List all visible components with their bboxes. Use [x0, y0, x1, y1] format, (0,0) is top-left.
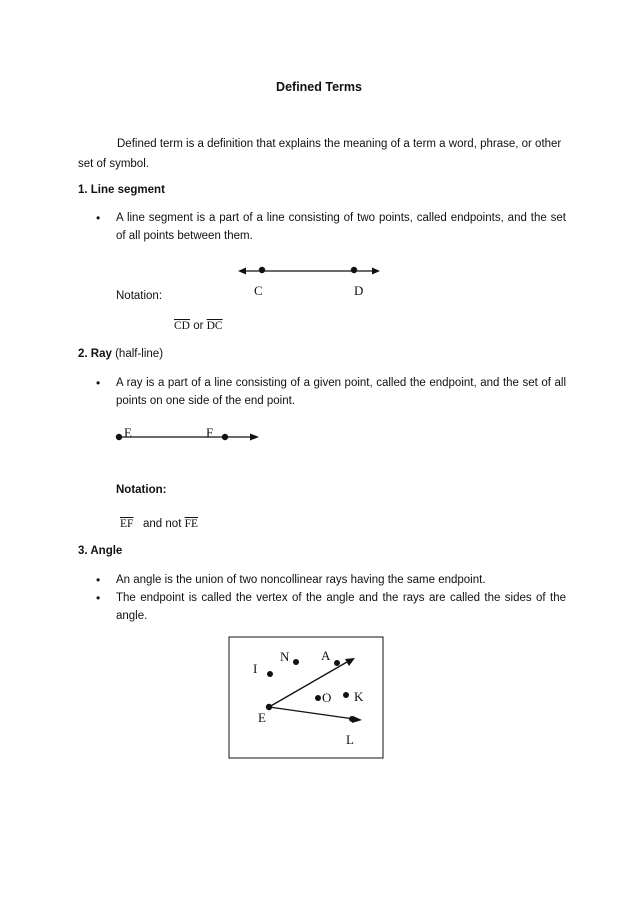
- point-a: [334, 660, 340, 666]
- label-n: N: [280, 649, 290, 664]
- notation-fe: $\overline{FE}$: [184, 518, 199, 530]
- ray-heading-text: 2. Ray: [78, 348, 112, 360]
- label-e-vertex: E: [258, 710, 266, 725]
- notation-dc: $\overline{DC}$: [206, 320, 223, 332]
- notation-cd: $\overline{CD}$: [174, 320, 190, 332]
- point-l: [349, 716, 355, 722]
- bullet-text: An angle is the union of two noncollinear rays having the same endpoint.: [116, 574, 486, 586]
- page-title: Defined Terms: [276, 80, 362, 94]
- bullet-dot: •: [96, 591, 101, 605]
- label-l: L: [346, 732, 354, 747]
- point-o: [315, 695, 321, 701]
- section-heading-line-segment: 1. Line segment: [78, 184, 165, 196]
- notation-connector: and not: [143, 518, 182, 530]
- point-k: [343, 692, 349, 698]
- notation-label-1: Notation:: [116, 290, 163, 302]
- intro-text: Defined term is a definition that explains the meaning of a term a word, phrase, or other set of symbol.: [78, 138, 562, 170]
- point-n: [293, 659, 299, 665]
- label-c: C: [254, 283, 263, 298]
- bullet-text: A line segment is a part of a line consisting of two points, called endpoints, and the set of all points between them.: [116, 212, 566, 242]
- label-d: D: [354, 283, 364, 298]
- label-a: A: [321, 648, 331, 663]
- bullet-dot: •: [96, 211, 101, 225]
- label-e: E: [124, 425, 132, 440]
- ray-ea: [269, 662, 347, 707]
- notation-ef: $\overline{EF}$: [120, 518, 134, 530]
- section-heading-angle: 3. Angle: [78, 545, 123, 557]
- bullet-text: A ray is a part of a line consisting of a given point, called the endpoint, and the set of all points on one side of the end point.: [116, 377, 566, 407]
- notation-connector: or: [193, 320, 204, 332]
- point-i: [267, 671, 273, 677]
- notation-label-2: Notation:: [116, 484, 167, 496]
- label-i: I: [253, 661, 258, 676]
- bullet-dot: •: [96, 376, 101, 390]
- label-o: O: [322, 690, 332, 705]
- bullet-dot: •: [96, 573, 101, 587]
- ray-heading-note: (half-line): [115, 348, 164, 360]
- label-k: K: [354, 689, 364, 704]
- bullet-text: The endpoint is called the vertex of the angle and the rays are called the sides of the angle.: [116, 592, 566, 622]
- point-vertex-e: [266, 704, 272, 710]
- ray-el: [269, 707, 354, 719]
- label-f: F: [206, 425, 214, 440]
